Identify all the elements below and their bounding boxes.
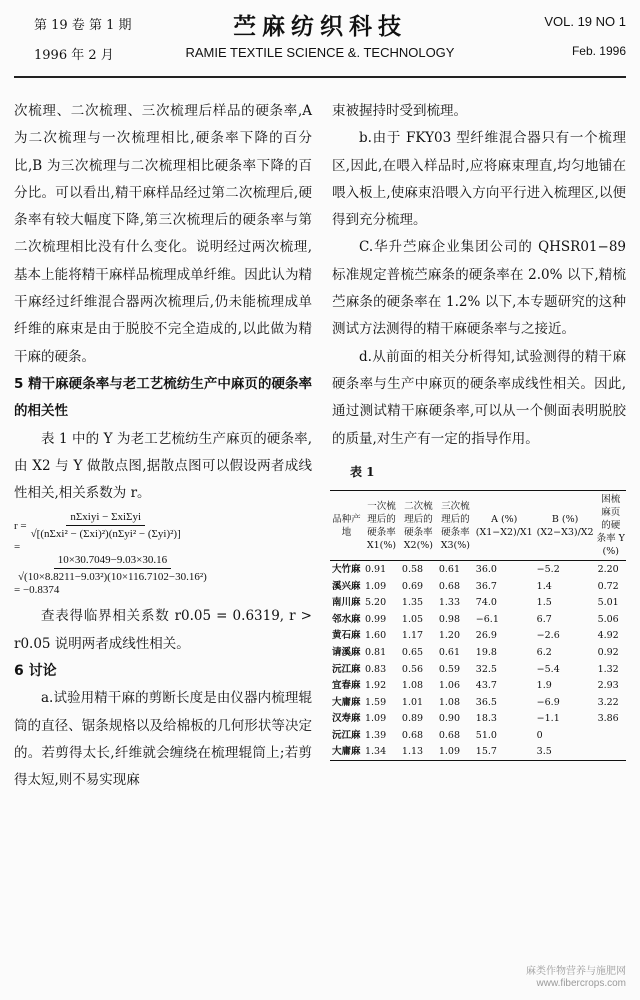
formula-denominator-2: √(10×8.8211−9.03²)(10×116.7102−30.16²) — [18, 571, 207, 584]
table-cell-value: 26.9 — [475, 630, 497, 642]
table-cell-value: 1.33 — [438, 597, 461, 609]
table-cell-value: 1.34 — [364, 746, 387, 758]
table-cell-value — [596, 744, 626, 761]
table-cell-value: 15.7 — [475, 746, 497, 758]
table-cell-variety: 沅江麻 — [332, 729, 361, 741]
formula-lhs: r = — [14, 519, 27, 532]
formula-numerator-2: 10×30.7049−9.03×30.16 — [54, 554, 171, 569]
watermark — [526, 966, 626, 990]
table-cell-value: 2.20 — [597, 563, 619, 575]
date-en: Feb. 1996 — [571, 44, 626, 58]
formula-denominator-1: √[(nΣxi² − (Σxi)²)(nΣyi² − (Σyi)²)] — [30, 528, 181, 541]
table-header-cell: 一次梳理后的硬条率 X1(%) — [366, 500, 397, 551]
formula-fraction-2 — [18, 554, 207, 584]
table-cell-value: 1.32 — [597, 663, 619, 675]
table-cell-value: 74.0 — [475, 597, 497, 609]
paragraph-discussion-a-cont: 束被握持时受到梳理。 — [332, 103, 467, 119]
table-cell-value: 36.0 — [475, 563, 497, 575]
section-6-heading: 6 讨论 — [14, 663, 57, 680]
data-table — [330, 490, 626, 761]
table-cell-value: 0.89 — [401, 713, 424, 725]
table-cell-variety: 大竹麻 — [332, 563, 361, 575]
date-cn: 1996 年 2 月 — [34, 48, 114, 63]
table-cell-value: 3.22 — [597, 696, 619, 708]
table-cell-value: 0.83 — [364, 663, 387, 675]
table-cell-value: 1.01 — [401, 696, 424, 708]
table-cell-value: 0.61 — [438, 563, 461, 575]
journal-title-cn: 苎麻纺织科技 — [233, 13, 407, 40]
table-cell-value: 5.06 — [597, 613, 619, 625]
table-row — [330, 644, 626, 661]
table-cell-value: −1.1 — [536, 713, 560, 725]
table-cell-value: 4.92 — [597, 630, 619, 642]
table-cell-value: −5.2 — [536, 563, 560, 575]
table-row — [330, 661, 626, 678]
table-cell-value: 1.4 — [536, 580, 552, 592]
section-5-heading: 5 精干麻硬条率与老工艺梳纺生产中麻页的硬条率的相关性 — [14, 375, 312, 420]
table-cell-value: 1.5 — [536, 597, 552, 609]
table-cell-value: 0.68 — [401, 729, 424, 741]
left-column — [14, 98, 312, 795]
volume-issue-en: VOL. 19 NO 1 — [544, 14, 626, 29]
table-cell-variety: 沅江麻 — [332, 663, 361, 675]
table-cell-value: 1.92 — [364, 680, 387, 692]
table-cell-value: 0.65 — [401, 646, 424, 658]
table-cell-value: 0.90 — [438, 713, 461, 725]
paragraph-correlation-intro: 表 1 中的 Y 为老工艺梳纺生产麻页的硬条率,由 X2 与 Y 做散点图,据散点图可以假设两者成线性相关,相关系数为 r。 — [14, 430, 312, 502]
table-cell-variety: 黄石麻 — [332, 630, 361, 642]
table-row — [330, 578, 626, 595]
journal-title-en: RAMIE TEXTILE SCIENCE &. TECHNOLOGY — [185, 45, 455, 60]
table-cell-value: 0.99 — [364, 613, 387, 625]
table-caption: 表 1 — [350, 464, 375, 479]
table-row — [330, 694, 626, 711]
paragraph-discussion-b: b.由于 FKY03 型纤维混合器只有一个梳理区,因此,在喂入样品时,应将麻束理直,均匀地铺在喂入板上,使麻束沿喂入方向平行进入梳理区,以便得到充分梳理。 — [332, 130, 626, 229]
table-cell-variety: 宜春麻 — [332, 680, 361, 692]
table-header-cell: 二次梳理后的硬条率 X2(%) — [403, 500, 434, 551]
table-cell-value: 0.68 — [438, 580, 461, 592]
table-row — [330, 594, 626, 611]
right-column — [332, 98, 626, 761]
paragraph-discussion-c: C.华升苎麻企业集团公司的 QHSR01−89 标准规定普梳苎麻条的硬条率在 2.0% 以下,精梳苎麻条的硬条率在 1.2% 以下,本专题研究的这种测试方法测得的精干麻硬条率与之接近。 — [332, 239, 626, 338]
correlation-formula — [14, 511, 312, 597]
table-cell-value: 0.56 — [401, 663, 424, 675]
table-row — [330, 611, 626, 628]
table-row — [330, 744, 626, 761]
table-body — [330, 561, 626, 761]
table-cell-value: 1.13 — [401, 746, 424, 758]
table-cell-value: 0.72 — [597, 580, 619, 592]
table-cell-value: 0.98 — [438, 613, 461, 625]
table-cell-value: 5.20 — [364, 597, 387, 609]
table-cell-value: 51.0 — [475, 729, 497, 741]
table-cell-variety: 大庸麻 — [332, 696, 361, 708]
table-cell-variety: 邻水麻 — [332, 613, 361, 625]
table-header — [330, 491, 626, 561]
table-cell-value: −6.1 — [475, 613, 499, 625]
formula-numerator-1: nΣxiyi − ΣxiΣyi — [66, 511, 145, 526]
table-cell-value: 1.35 — [401, 597, 424, 609]
watermark-url: www.fibercrops.com — [536, 978, 626, 989]
table-cell-value: 36.5 — [475, 696, 497, 708]
table-cell-value: −6.9 — [536, 696, 560, 708]
table-cell-value: 0.91 — [364, 563, 387, 575]
table-cell-value: 1.20 — [438, 630, 461, 642]
table-cell-variety: 南川麻 — [332, 597, 361, 609]
watermark-site-name: 麻类作物营养与施肥网 — [526, 966, 626, 977]
table-cell-value: 5.01 — [597, 597, 619, 609]
table-cell-value: 18.3 — [475, 713, 497, 725]
table-header-cell: 品种产地 — [332, 513, 361, 538]
table-header-cell: 三次梳理后的硬条率 X3(%) — [440, 500, 470, 551]
table-cell-value: −2.6 — [536, 630, 560, 642]
table-cell-value: 2.93 — [597, 680, 619, 692]
table-cell-value — [596, 727, 626, 744]
table-cell-value: 1.06 — [438, 680, 461, 692]
table-row — [330, 561, 626, 578]
table-row — [330, 677, 626, 694]
paragraph-critical-value: 查表得临界相关系数 r0.05 = 0.6319, r > r0.05 说明两者成线性相关。 — [14, 608, 312, 652]
table-cell-value: 1.08 — [401, 680, 424, 692]
table-cell-value: 0.81 — [364, 646, 387, 658]
table-cell-variety: 溪兴麻 — [332, 580, 361, 592]
table-cell-value: 3.86 — [597, 713, 619, 725]
table-cell-value: −5.4 — [536, 663, 560, 675]
table-cell-value: 3.5 — [536, 746, 552, 758]
table-cell-value: 6.7 — [536, 613, 552, 625]
table-cell-value: 0.92 — [597, 646, 619, 658]
table-cell-value: 0.68 — [438, 729, 461, 741]
table-row — [330, 727, 626, 744]
table-cell-value: 1.05 — [401, 613, 424, 625]
formula-result: = −0.8374 — [14, 584, 60, 597]
table-cell-value: 1.09 — [438, 746, 461, 758]
table-header-cell: B (%) (X2−X3)/X2 — [536, 513, 594, 538]
table-row — [330, 711, 626, 728]
paragraph-carding-results: 次梳理、二次梳理、三次梳理后样品的硬条率,A 为二次梳理与一次梳理相比,硬条率下降的百分比,B 为三次梳理与二次梳理相比硬条率下降的百分比。可以看出,精干麻样品经过第二次梳理后,硬条率有较大幅度下降,第三次梳理后的硬条率与第二次梳理相比没有什么变化。说明经过两次梳理,基本上能将精干麻样品梳理成单纤维。因此认为精干麻经过纤维混合器两次梳理后,仍未能梳理成单纤维的麻束是由于脱胶不完全造成的,以此做为精干麻的硬条。 — [14, 103, 312, 365]
table-cell-value: 1.09 — [364, 580, 387, 592]
table-cell-variety: 大庸麻 — [332, 746, 361, 758]
table-cell-value: 1.9 — [536, 680, 552, 692]
table-cell-variety: 请溪麻 — [332, 646, 361, 658]
table-cell-value: 0.58 — [401, 563, 424, 575]
paragraph-discussion-d: d.从前面的相关分析得知,试验测得的精干麻硬条率与生产中麻页的硬条率成线性相关。因此,通过测试精干麻硬条率,可以从一个侧面表明脱胶的质量,对生产有一定的指导作用。 — [332, 348, 626, 447]
table-cell-value: 36.7 — [475, 580, 497, 592]
table-cell-variety: 汉寿麻 — [332, 713, 361, 725]
volume-issue-cn: 第 19 卷 第 1 期 — [34, 18, 132, 33]
table-cell-value: 0.59 — [438, 663, 461, 675]
table-cell-value: 6.2 — [536, 646, 552, 658]
table-cell-value: 1.39 — [364, 729, 387, 741]
table-header-cell: 困梳麻页的硬条率 Y (%) — [596, 494, 625, 558]
table-cell-value: 0.69 — [401, 580, 424, 592]
paragraph-discussion-a: a.试验用精干麻的剪断长度是由仪器内梳理辊筒的直径、锯条规格以及给棉板的几何形状等决定的。若剪得太长,纤维就会缠绕在梳理辊筒上;若剪得太短,则不易实现麻 — [14, 690, 312, 789]
table-cell-value: 0 — [536, 729, 543, 741]
table-cell-value: 1.60 — [364, 630, 387, 642]
running-header — [0, 0, 640, 76]
table-cell-value: 1.59 — [364, 696, 387, 708]
formula-fraction-1 — [31, 511, 181, 541]
table-header-cell: A (%) (X1−X2)/X1 — [475, 513, 533, 538]
table-cell-value: 32.5 — [475, 663, 497, 675]
table-cell-value: 1.17 — [401, 630, 424, 642]
formula-equals: = — [14, 541, 21, 554]
table-cell-value: 1.09 — [364, 713, 387, 725]
table-cell-value: 43.7 — [475, 680, 497, 692]
table-cell-value: 19.8 — [475, 646, 497, 658]
table-cell-value: 0.61 — [438, 646, 461, 658]
header-rule — [14, 76, 626, 78]
table-row — [330, 628, 626, 645]
table-cell-value: 1.08 — [438, 696, 461, 708]
